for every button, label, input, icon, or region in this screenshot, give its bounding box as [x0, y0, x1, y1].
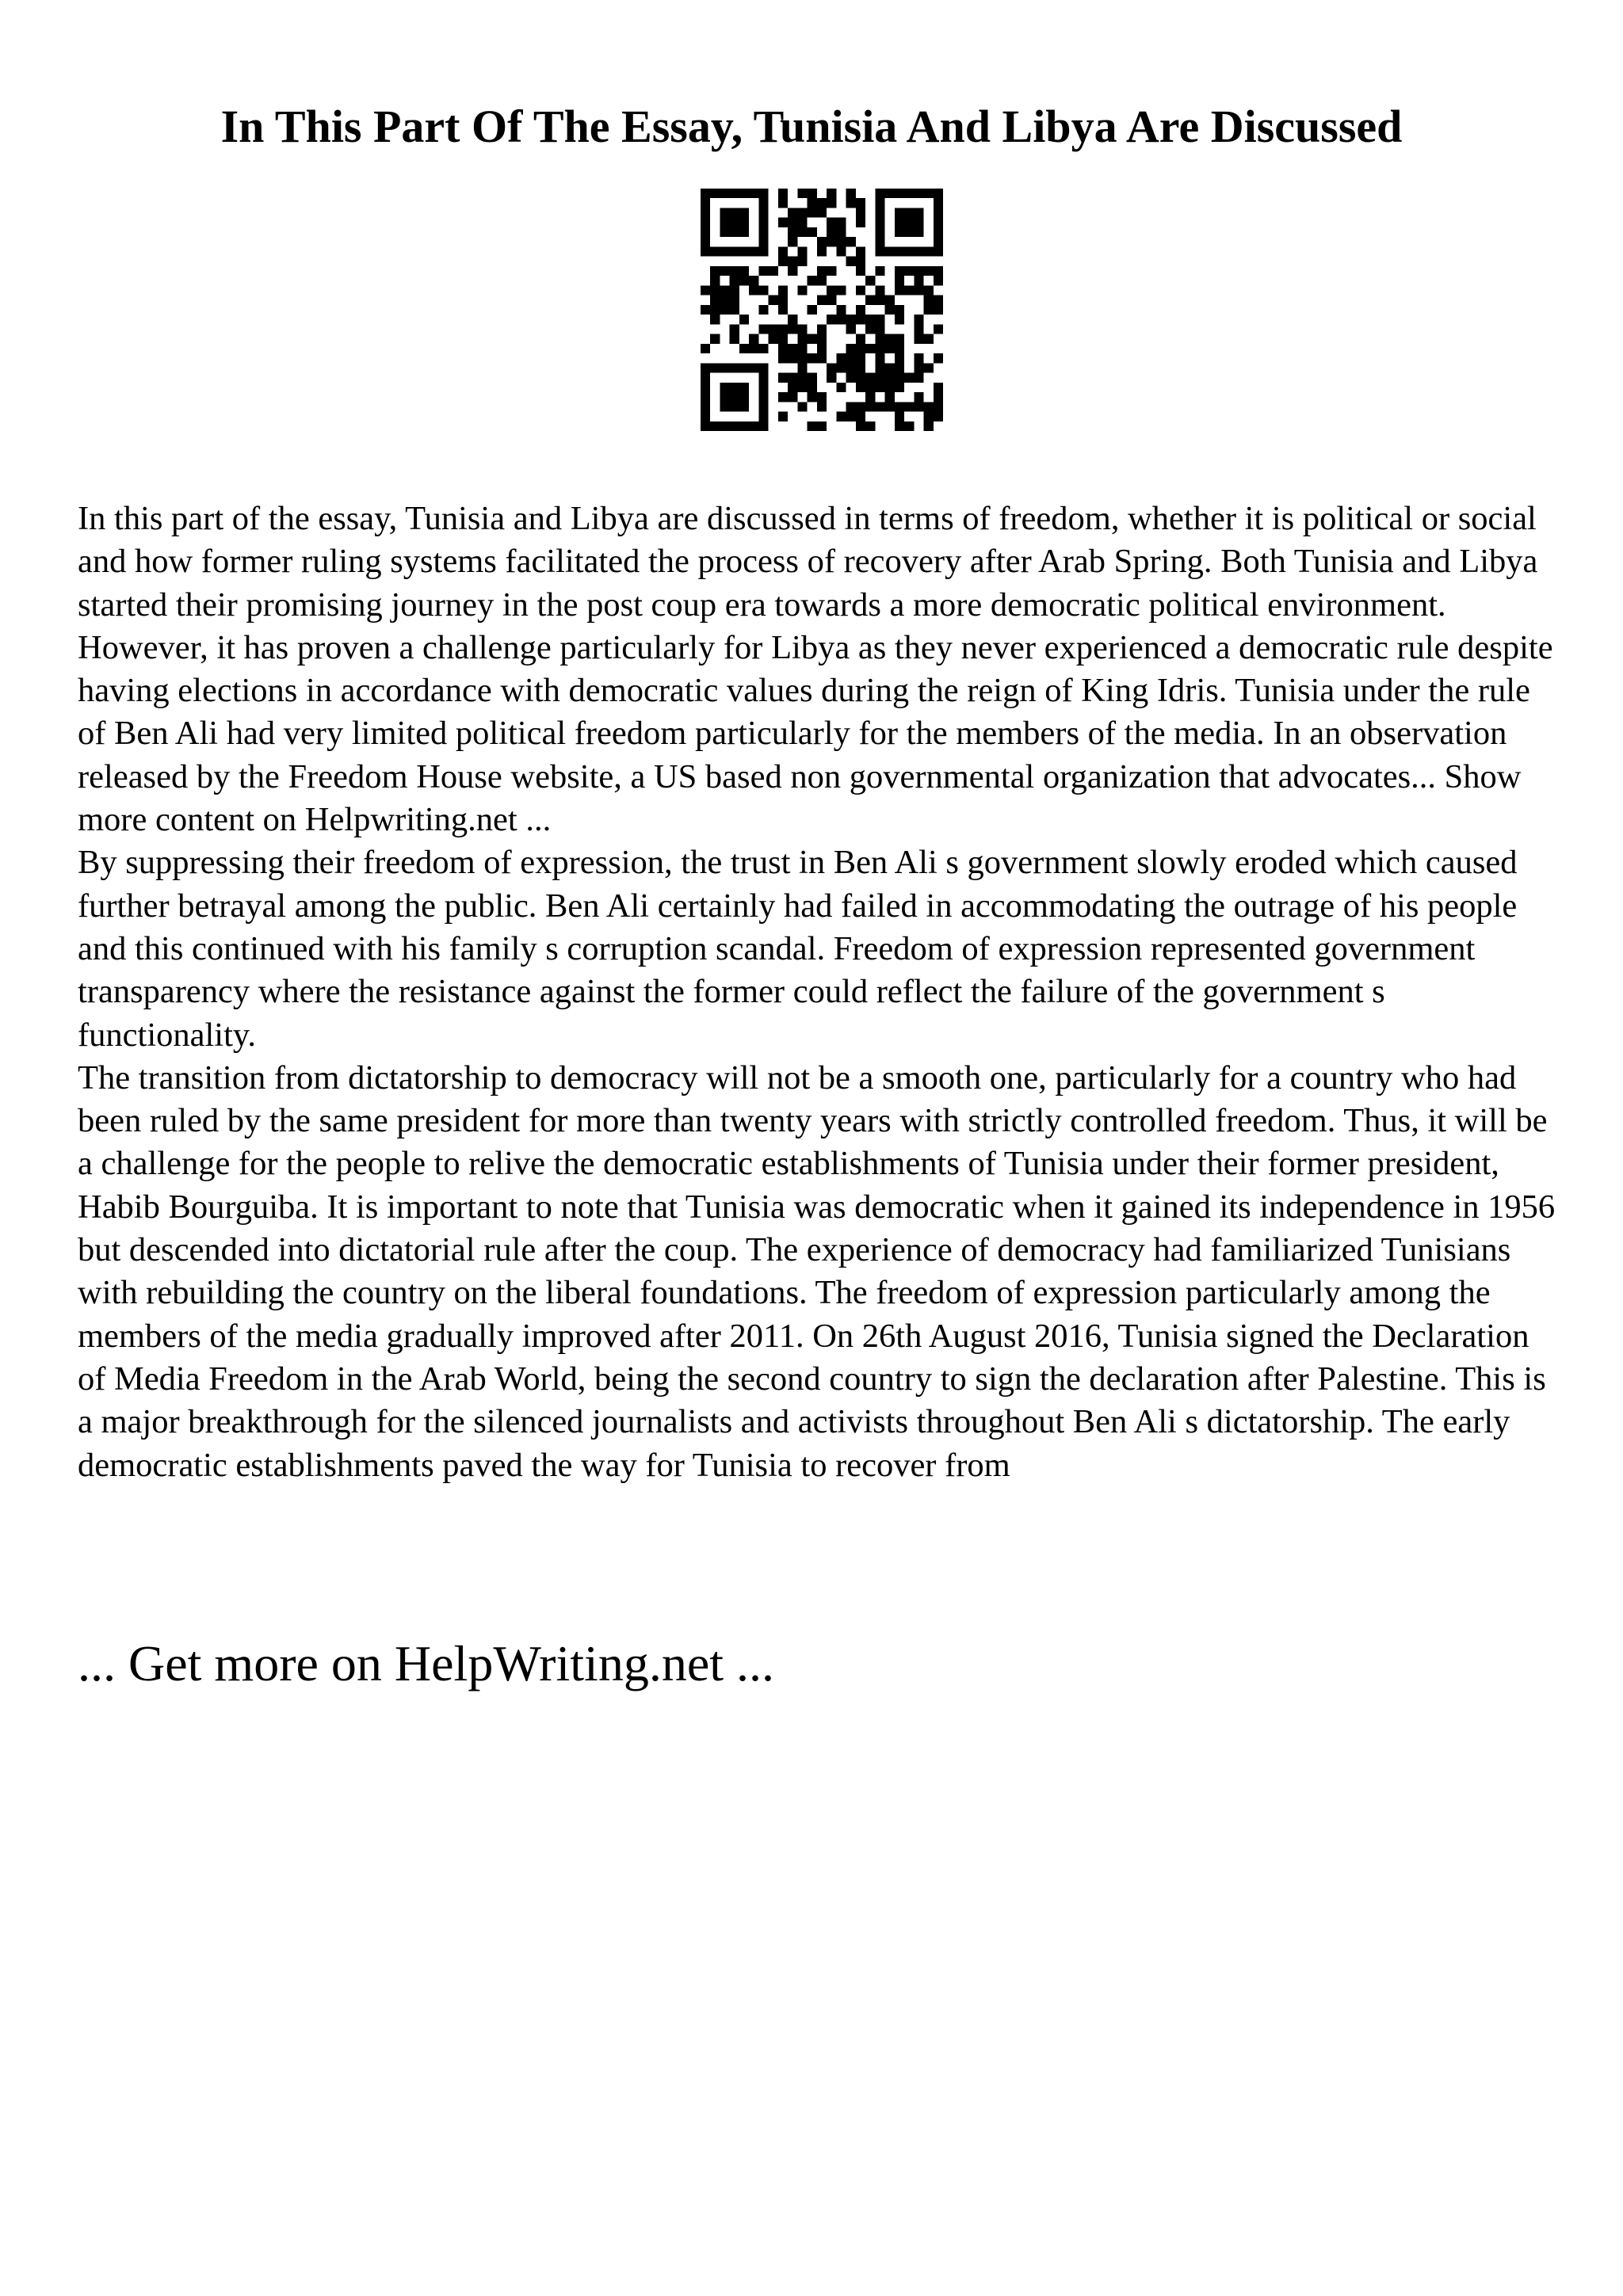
essay-paragraph: In this part of the essay, Tunisia and Libya are discussed in terms of freedom, whether it is political or social and how former ruling systems facilitated the process of recovery after Arab Spring. Both Tunisia and Libya started their promising journey in the post coup era towards a more democratic political environment. However, it has proven a challenge particularly for Libya as they never experienced a democratic rule despite having elections in accordance with democratic values during the reign of King Idris. Tunisia under the rule of Ben Ali had very limited political freedom particularly for the members of the media. In an observation released by the Freedom House website, a US based non governmental organization that advocates... Show more content on Helpwriting.net ... [78, 500, 1553, 839]
document-title: In This Part Of The Essay, Tunisia And Libya Are Discussed [220, 101, 1403, 152]
qr-code-icon [701, 189, 943, 431]
essay-body [78, 498, 1560, 1487]
essay-paragraph: The transition from dictatorship to democracy will not be a smooth one, particularly for a country who had been ruled by the same president for more than twenty years with strictly controlled freedom. Thus, it will be a challenge for the people to relive the democratic establishments of Tunisia under their former president, Habib Bourguiba. It is important to note that Tunisia was democratic when it gained its independence in 1956 but descended into dictatorial rule after the coup. The experience of democracy had familiarized Tunisians with rebuilding the country on the liberal foundations. The freedom of expression particularly among the members of the media gradually improved after 2011. On 26th August 2016, Tunisia signed the Declaration of Media Freedom in the Arab World, being the second country to sign the declaration after Palestine. This is a major breakthrough for the silenced journalists and activists throughout Ben Ali s dictatorship. The early democratic establishments paved the way for Tunisia to recover from [78, 1058, 1556, 1484]
essay-paragraph: By suppressing their freedom of expression, the trust in Ben Ali s government slowly eroded which caused further betrayal among the public. Ben Ali certainly had failed in accommodating the outrage of his people and this continued with his family s corruption scandal. Freedom of expression represented government transparency where the resistance against the former could reflect the failure of the government s functionality. [78, 844, 1518, 1054]
get-more-link[interactable]: ... Get more on HelpWriting.net ... [78, 1635, 774, 1691]
